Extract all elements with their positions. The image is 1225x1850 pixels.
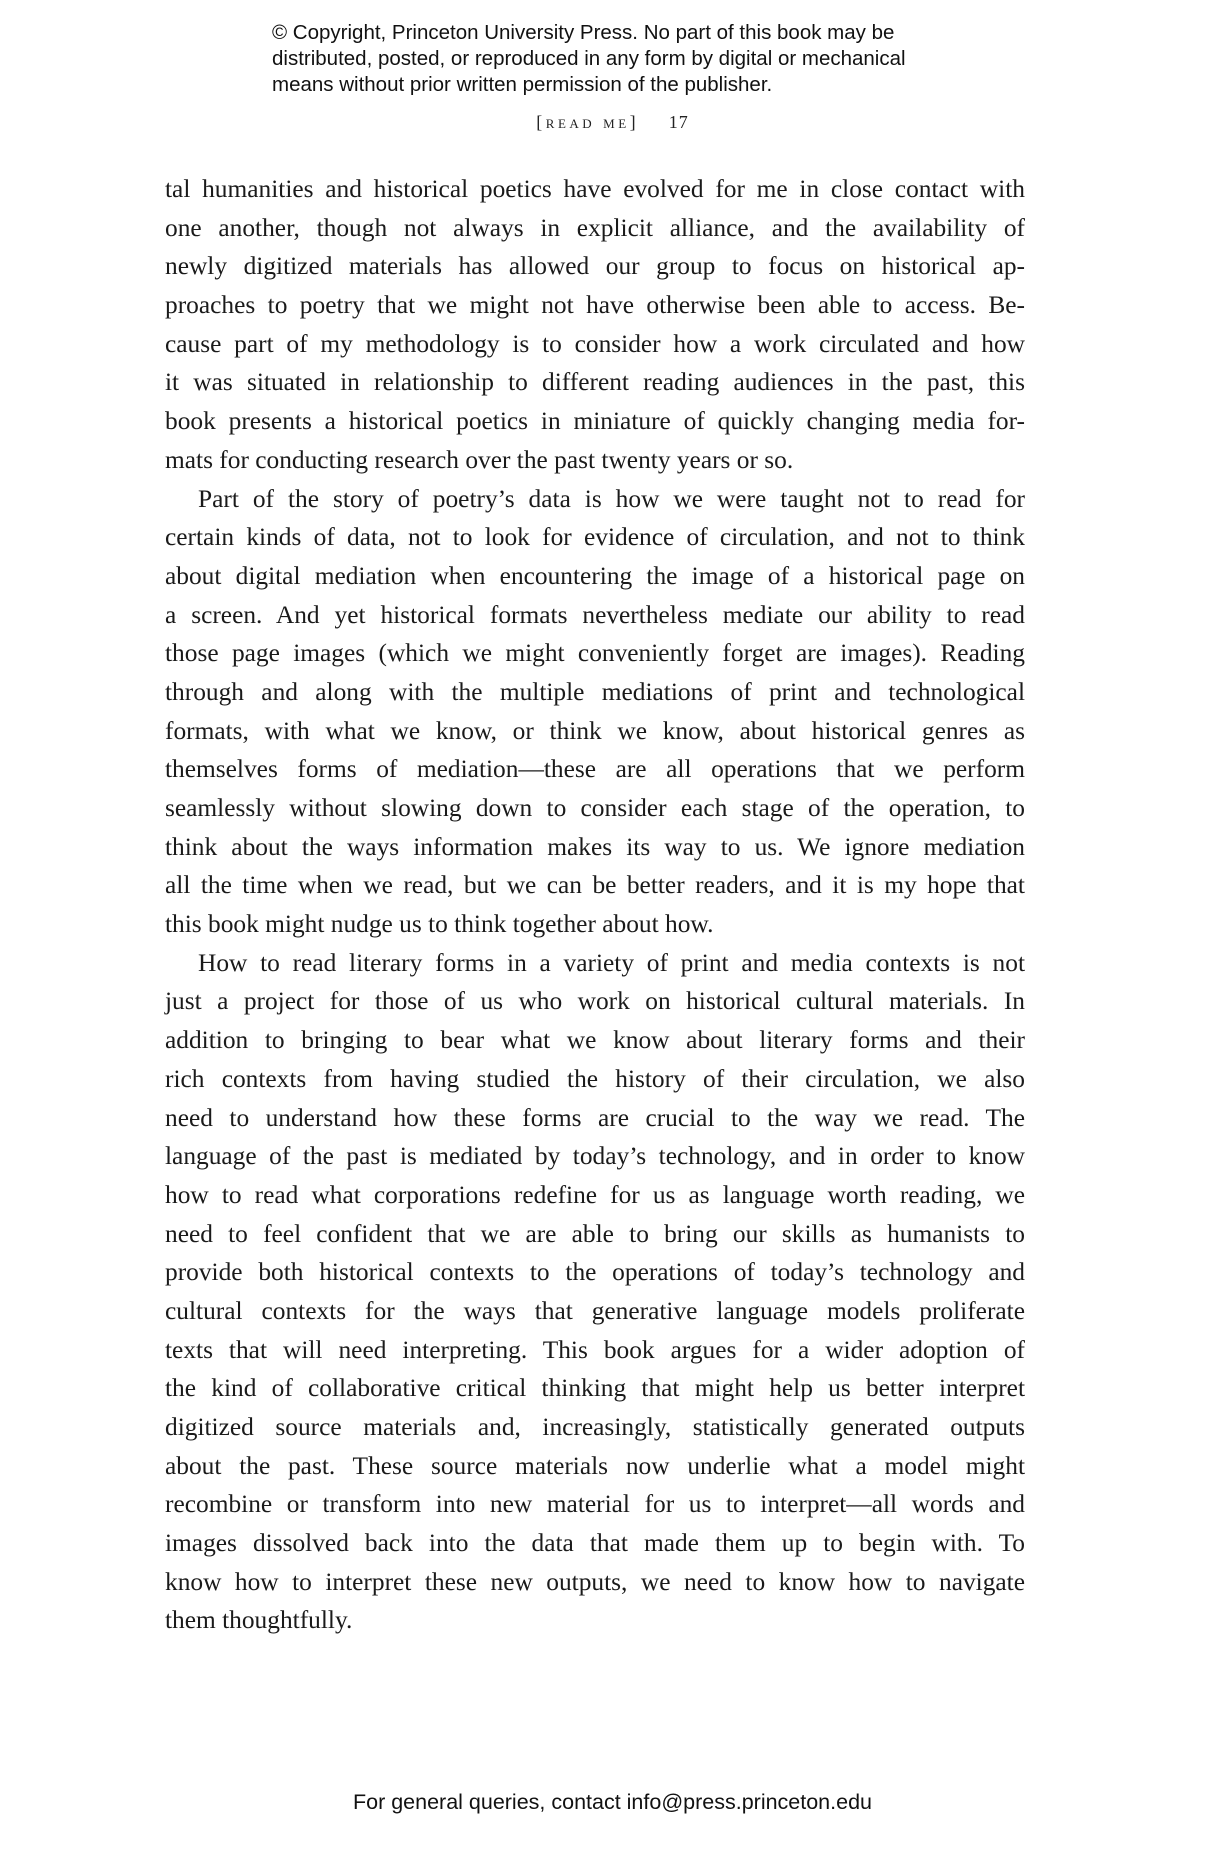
text-line: through and along with the multiple mediations of print and technological xyxy=(165,677,1025,706)
text-line: about digital mediation when encountering the image of a historical page on xyxy=(165,561,1025,590)
text-line: certain kinds of data, not to look for evidence of circulation, and not to think xyxy=(165,523,1025,552)
text-line: digitized source materials and, increasingly, statistically generated outputs xyxy=(165,1413,1025,1441)
text-line: mats for conducting research over the past twenty years or so. xyxy=(165,445,794,474)
text-line: them thoughtfully. xyxy=(165,1606,353,1635)
running-head-section: [read me] xyxy=(536,112,640,132)
text-line: a screen. And yet historical formats nevertheless mediate our ability to read xyxy=(165,600,1025,629)
text-line: addition to bringing to bear what we know about literary forms and their xyxy=(165,1026,1025,1055)
text-line: themselves forms of mediation—these are all operations that we perform xyxy=(165,755,1025,784)
page-number: 17 xyxy=(668,112,689,132)
text-line: book presents a historical poetics in miniature of quickly changing media for- xyxy=(165,407,1025,436)
text-line: all the time when we read, but we can be better readers, and it is my hope that xyxy=(165,871,1025,900)
copyright-line: © Copyright, Princeton University Press. No part of this book may be xyxy=(272,21,895,44)
copyright-line: means without prior written permission of the publisher. xyxy=(272,73,773,96)
body-text xyxy=(165,170,1025,1640)
running-head xyxy=(0,112,1225,133)
text-line: rich contexts from having studied the history of their circulation, we also xyxy=(165,1064,1025,1093)
text-line: need to understand how these forms are crucial to the way we read. The xyxy=(165,1103,1025,1132)
text-line: newly digitized materials has allowed our group to focus on historical ap- xyxy=(165,252,1025,281)
text-line: Part of the story of poetry’s data is how we were taught not to read for xyxy=(198,484,1025,513)
text-line: formats, with what we know, or think we know, about historical genres as xyxy=(165,716,1025,745)
paragraph xyxy=(165,170,1025,480)
text-line: proaches to poetry that we might not have otherwise been able to access. Be- xyxy=(165,291,1025,320)
text-line: recombine or transform into new material for us to interpret—all words and xyxy=(165,1490,1025,1519)
text-line: cultural contexts for the ways that generative language models proliferate xyxy=(165,1296,1025,1325)
text-line: it was situated in relationship to different reading audiences in the past, this xyxy=(165,368,1025,397)
text-line: the kind of collaborative critical thinking that might help us better interpret xyxy=(165,1374,1025,1403)
text-line: think about the ways information makes its way to us. We ignore mediation xyxy=(165,832,1025,861)
text-line: cause part of my methodology is to consider how a work circulated and how xyxy=(165,329,1025,358)
text-line: tal humanities and historical poetics have evolved for me in close contact with xyxy=(165,175,1025,203)
paragraph xyxy=(165,944,1025,1640)
text-line: How to read literary forms in a variety of print and media contexts is not xyxy=(198,948,1025,977)
footer-contact: For general queries, contact info@press.princeton.edu xyxy=(352,1790,872,1814)
text-line: this book might nudge us to think together about how. xyxy=(165,910,714,939)
text-line: just a project for those of us who work on historical cultural materials. In xyxy=(165,987,1025,1016)
text-line: those page images (which we might conveniently forget are images). Reading xyxy=(165,639,1025,668)
text-line: how to read what corporations redefine for us as language worth reading, we xyxy=(165,1180,1025,1209)
text-line: about the past. These source materials now underlie what a model might xyxy=(165,1451,1025,1480)
text-line: need to feel confident that we are able to bring our skills as humanists to xyxy=(165,1219,1025,1248)
text-line: images dissolved back into the data that made them up to begin with. To xyxy=(165,1529,1025,1558)
text-line: seamlessly without slowing down to consider each stage of the operation, to xyxy=(165,794,1025,822)
paragraph xyxy=(165,480,1025,944)
copyright-notice xyxy=(272,20,1032,98)
text-line: know how to interpret these new outputs, we need to know how to navigate xyxy=(165,1567,1025,1596)
text-line: language of the past is mediated by today’s technology, and in order to know xyxy=(165,1142,1025,1171)
text-line: provide both historical contexts to the operations of today’s technology and xyxy=(165,1258,1025,1287)
text-line: texts that will need interpreting. This book argues for a wider adoption of xyxy=(165,1335,1025,1364)
copyright-line: distributed, posted, or reproduced in any form by digital or mechanical xyxy=(272,47,906,70)
text-line: one another, though not always in explicit alliance, and the availability of xyxy=(165,213,1025,242)
